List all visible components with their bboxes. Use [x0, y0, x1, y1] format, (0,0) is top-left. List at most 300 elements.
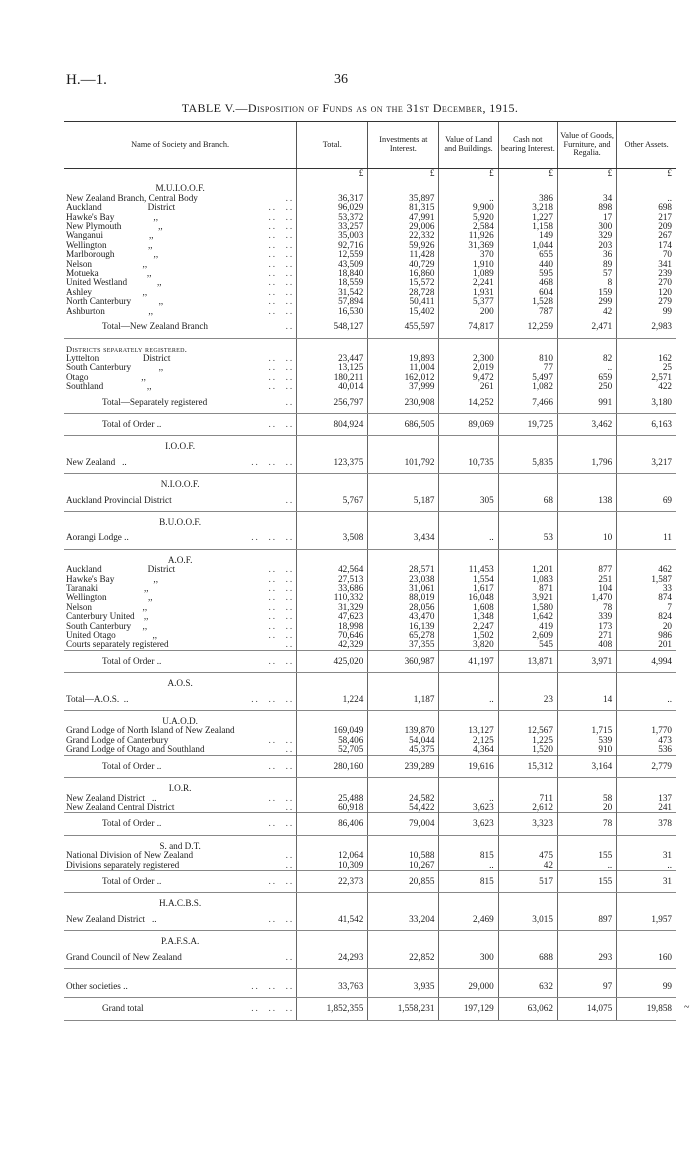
value-cell: [368, 338, 439, 354]
row-label: [64, 260, 297, 269]
value-cell: 60,918: [297, 803, 368, 813]
row-label: [64, 593, 297, 602]
total-row: [64, 650, 676, 672]
value-cell: 96,029: [297, 203, 368, 212]
leader-dots: .. ..: [268, 631, 295, 641]
row-name: Total of Order ..: [102, 760, 162, 771]
leader-dots: .. ..: [268, 372, 295, 382]
value-cell: 378: [617, 813, 676, 835]
value-cell: [557, 673, 616, 689]
value-cell: 2,571: [617, 373, 676, 382]
value-cell: 13,125: [297, 363, 368, 372]
value-cell: ..: [439, 689, 498, 711]
row-name: New Zealand District ..: [66, 793, 157, 803]
value-cell: 1,558,231: [368, 998, 439, 1020]
value-cell: 261: [439, 382, 498, 391]
row-label-wrap: [66, 533, 294, 542]
value-cell: 2,612: [498, 803, 557, 813]
value-cell: [297, 778, 368, 794]
value-cell: 2,584: [439, 222, 498, 231]
value-cell: 155: [557, 870, 616, 892]
total-row: [64, 392, 676, 414]
row-label-wrap: [66, 640, 294, 649]
value-cell: 5,377: [439, 297, 498, 306]
value-cell: 58: [557, 794, 616, 803]
row-name: Otago ,,: [66, 372, 146, 382]
column-header-row: [64, 122, 676, 169]
value-cell: 1,082: [498, 382, 557, 391]
row-name: United Otago ,,: [66, 631, 158, 641]
table-row: [64, 213, 676, 222]
value-cell: 17: [557, 213, 616, 222]
value-cell: 200: [439, 307, 498, 316]
value-cell: 101,792: [368, 452, 439, 474]
table-body: [64, 169, 676, 1021]
value-cell: 173: [557, 622, 616, 631]
value-cell: 659: [557, 373, 616, 382]
value-cell: [498, 436, 557, 452]
society-heading-row: [64, 474, 676, 490]
table-row: [64, 241, 676, 250]
value-cell: 2,983: [617, 316, 676, 338]
value-cell: 41,197: [439, 650, 498, 672]
value-cell: 3,323: [498, 813, 557, 835]
value-cell: 1,470: [557, 593, 616, 602]
value-cell: 138: [557, 490, 616, 512]
value-cell: 3,180: [617, 392, 676, 414]
row-label: [64, 392, 297, 414]
value-cell: [557, 511, 616, 527]
leader-dots: ..: [285, 802, 295, 812]
row-label-wrap: [66, 213, 294, 222]
value-cell: [498, 778, 557, 794]
total-row: [64, 527, 676, 549]
value-cell: [297, 549, 368, 565]
row-label: [64, 640, 297, 650]
value-cell: 3,434: [368, 527, 439, 549]
spacer-row: [64, 968, 676, 976]
value-cell: 1,187: [368, 689, 439, 711]
value-cell: [617, 931, 676, 947]
table-row: [64, 297, 676, 306]
spacer-cell: [368, 968, 439, 976]
table-row: [64, 354, 676, 363]
table-row: [64, 363, 676, 372]
value-cell: 1,528: [498, 297, 557, 306]
row-label: [64, 584, 297, 593]
value-cell: [557, 549, 616, 565]
value-cell: 19,893: [368, 354, 439, 363]
value-cell: 1,715: [557, 726, 616, 735]
value-cell: 1,225: [498, 736, 557, 745]
value-cell: [297, 711, 368, 727]
value-cell: 42: [557, 307, 616, 316]
value-cell: 36,317: [297, 194, 368, 203]
value-cell: 13,127: [439, 726, 498, 735]
row-name: Nelson ,,: [66, 602, 148, 612]
units-row: [64, 169, 676, 179]
value-cell: 239,289: [368, 755, 439, 777]
value-cell: ..: [557, 861, 616, 871]
value-cell: 300: [439, 947, 498, 969]
table-row: [64, 260, 676, 269]
value-cell: 99: [617, 976, 676, 998]
value-cell: [439, 474, 498, 490]
table-row: [64, 288, 676, 297]
value-cell: [439, 511, 498, 527]
value-cell: 3,164: [557, 755, 616, 777]
value-cell: 2,241: [439, 278, 498, 287]
unit-cell: £: [557, 169, 616, 179]
value-cell: 78: [557, 813, 616, 835]
value-cell: 33,686: [297, 584, 368, 593]
value-cell: 898: [557, 203, 616, 212]
value-cell: 155: [557, 851, 616, 860]
value-cell: 42: [498, 861, 557, 871]
row-label-wrap: [102, 762, 294, 771]
value-cell: [439, 835, 498, 851]
row-label-wrap: [102, 398, 294, 407]
row-name: Total of Order ..: [102, 655, 162, 666]
leader-dots: .. ..: [268, 621, 295, 631]
value-cell: 3,462: [557, 413, 616, 435]
row-name: United Westland ,,: [66, 278, 162, 288]
value-cell: 11,004: [368, 363, 439, 372]
value-cell: [617, 338, 676, 354]
value-cell: 88,019: [368, 593, 439, 602]
row-label: [64, 726, 297, 735]
value-cell: 475: [498, 851, 557, 860]
row-label-wrap: [66, 307, 294, 316]
value-cell: 217: [617, 213, 676, 222]
row-name: New Zealand Central District: [66, 802, 175, 812]
table-row: [64, 803, 676, 813]
row-label: [64, 650, 297, 672]
value-cell: 2,019: [439, 363, 498, 372]
row-name: Total—Separately registered: [102, 396, 208, 407]
value-cell: 1,580: [498, 603, 557, 612]
value-cell: [439, 338, 498, 354]
value-cell: 539: [557, 736, 616, 745]
value-cell: 53,372: [297, 213, 368, 222]
value-cell: 37,999: [368, 382, 439, 391]
value-cell: 69: [617, 490, 676, 512]
society-name: S. and D.T.: [159, 840, 201, 851]
value-cell: 230,908: [368, 392, 439, 414]
row-label-wrap: [66, 565, 294, 574]
value-cell: 33,204: [368, 909, 439, 931]
value-cell: [498, 474, 557, 490]
value-cell: 698: [617, 203, 676, 212]
value-cell: [368, 893, 439, 909]
row-label-wrap: [66, 278, 294, 287]
value-cell: [617, 178, 676, 193]
value-cell: 31,542: [297, 288, 368, 297]
value-cell: 11,453: [439, 565, 498, 574]
row-label: [64, 203, 297, 212]
row-label-wrap: [66, 861, 294, 870]
value-cell: 3,623: [439, 813, 498, 835]
value-cell: 68: [498, 490, 557, 512]
total-row: [64, 490, 676, 512]
row-label: [64, 382, 297, 391]
table-row: [64, 861, 676, 871]
row-label-wrap: [102, 420, 294, 429]
row-name: Wellington ,,: [66, 240, 153, 250]
value-cell: 13,871: [498, 650, 557, 672]
value-cell: 92,716: [297, 241, 368, 250]
value-cell: 604: [498, 288, 557, 297]
value-cell: [557, 778, 616, 794]
value-cell: 341: [617, 260, 676, 269]
spacer-cell: [297, 968, 368, 976]
value-cell: 19,616: [439, 755, 498, 777]
value-cell: 34: [557, 194, 616, 203]
value-cell: 16,139: [368, 622, 439, 631]
table-row: [64, 584, 676, 593]
value-cell: 24,582: [368, 794, 439, 803]
value-cell: 18,559: [297, 278, 368, 287]
value-cell: 79,004: [368, 813, 439, 835]
leader-dots: ..: [285, 851, 295, 861]
leader-dots: ..: [285, 951, 295, 962]
society-name: A.O.S.: [167, 678, 193, 689]
value-cell: 910: [557, 745, 616, 755]
row-label-wrap: [102, 322, 294, 331]
row-label-wrap: [66, 382, 294, 391]
value-cell: [368, 711, 439, 727]
value-cell: 305: [439, 490, 498, 512]
value-cell: [557, 893, 616, 909]
value-cell: 293: [557, 947, 616, 969]
value-cell: 16,048: [439, 593, 498, 602]
total-row: [64, 316, 676, 338]
leader-dots: ..: [285, 494, 295, 505]
row-name: Courts separately registered: [66, 640, 169, 650]
row-name: New Zealand District ..: [66, 913, 157, 924]
value-cell: 42,329: [297, 640, 368, 650]
row-label-wrap: [66, 250, 294, 259]
total-row: [64, 755, 676, 777]
value-cell: 986: [617, 631, 676, 640]
table-row: [64, 382, 676, 391]
society-heading-row: [64, 436, 676, 452]
spacer-cell: [617, 968, 676, 976]
row-name: New Plymouth ,,: [66, 222, 163, 232]
value-cell: 10,735: [439, 452, 498, 474]
value-cell: [297, 178, 368, 193]
row-label-wrap: [66, 726, 294, 735]
row-label: [64, 622, 297, 631]
value-cell: 160: [617, 947, 676, 969]
value-cell: 43,470: [368, 612, 439, 621]
value-cell: 162: [617, 354, 676, 363]
value-cell: 686,505: [368, 413, 439, 435]
value-cell: [439, 549, 498, 565]
table-row: [64, 640, 676, 650]
leader-dots: .. ..: [268, 297, 295, 307]
value-cell: 97: [557, 976, 616, 998]
row-label: [64, 909, 297, 931]
value-cell: 47,623: [297, 612, 368, 621]
row-label: [64, 269, 297, 278]
row-name: Total—A.O.S. ..: [66, 693, 129, 704]
row-label: [64, 490, 297, 512]
value-cell: 1,044: [498, 241, 557, 250]
value-cell: [439, 673, 498, 689]
value-cell: 22,373: [297, 870, 368, 892]
value-cell: 50,411: [368, 297, 439, 306]
value-cell: 18,998: [297, 622, 368, 631]
value-cell: [557, 338, 616, 354]
value-cell: [297, 474, 368, 490]
society-name: P.A.F.S.A.: [160, 936, 200, 947]
row-label: [64, 363, 297, 372]
row-label: [64, 755, 297, 777]
value-cell: 991: [557, 392, 616, 414]
value-cell: [368, 778, 439, 794]
table-row: [64, 851, 676, 860]
value-cell: 425,020: [297, 650, 368, 672]
value-cell: 339: [557, 612, 616, 621]
value-cell: 58,406: [297, 736, 368, 745]
value-cell: 688: [498, 947, 557, 969]
value-cell: 370: [439, 250, 498, 259]
value-cell: [439, 778, 498, 794]
row-label-wrap: [66, 373, 294, 382]
col-header-investments: Investments at Interest.: [368, 122, 439, 169]
value-cell: 2,779: [617, 755, 676, 777]
value-cell: 279: [617, 297, 676, 306]
value-cell: 57: [557, 269, 616, 278]
value-cell: [557, 178, 616, 193]
value-cell: 169,049: [297, 726, 368, 735]
table-row: [64, 222, 676, 231]
value-cell: 14,075: [557, 998, 616, 1020]
units-blank: [64, 169, 297, 179]
leader-dots: ..: [285, 745, 295, 755]
value-cell: [368, 931, 439, 947]
total-row: [64, 813, 676, 835]
value-cell: 545: [498, 640, 557, 650]
table-row: [64, 575, 676, 584]
value-cell: 65,278: [368, 631, 439, 640]
value-cell: 468: [498, 278, 557, 287]
leader-dots: .. ..: [268, 593, 295, 603]
value-cell: 36: [557, 250, 616, 259]
value-cell: 455,597: [368, 316, 439, 338]
value-cell: 43,509: [297, 260, 368, 269]
row-label: [64, 241, 297, 250]
value-cell: [498, 931, 557, 947]
value-cell: [498, 711, 557, 727]
leader-dots: .. ..: [268, 565, 295, 575]
value-cell: ..: [439, 794, 498, 803]
row-name: Auckland District: [66, 565, 176, 575]
row-label-wrap: [102, 1004, 294, 1013]
row-name: Wanganui ,,: [66, 231, 154, 241]
value-cell: 5,920: [439, 213, 498, 222]
value-cell: 16,860: [368, 269, 439, 278]
leader-dots: .. ..: [268, 259, 295, 269]
row-label-wrap: [66, 269, 294, 278]
value-cell: 270: [617, 278, 676, 287]
row-label-wrap: [66, 584, 294, 593]
society-heading-row: [64, 893, 676, 909]
row-label-wrap: [66, 241, 294, 250]
row-name: Grand total: [102, 1003, 144, 1014]
value-cell: 18,840: [297, 269, 368, 278]
row-label-wrap: [66, 260, 294, 269]
row-name: Hawke's Bay ,,: [66, 574, 158, 584]
row-label: [64, 612, 297, 621]
value-cell: [557, 474, 616, 490]
value-cell: 11,926: [439, 231, 498, 240]
row-label: [64, 413, 297, 435]
value-cell: 3,935: [368, 976, 439, 998]
value-cell: 197,129: [439, 998, 498, 1020]
row-label-wrap: [66, 915, 294, 924]
row-label: [64, 861, 297, 871]
value-cell: 897: [557, 909, 616, 931]
table-row: [64, 307, 676, 316]
leader-dots: .. ..: [268, 382, 295, 392]
value-cell: [617, 474, 676, 490]
value-cell: 267: [617, 231, 676, 240]
value-cell: 7: [617, 603, 676, 612]
row-label: [64, 998, 297, 1020]
value-cell: 815: [439, 870, 498, 892]
value-cell: 180,211: [297, 373, 368, 382]
table-row: [64, 565, 676, 574]
row-label: [64, 297, 297, 306]
value-cell: 1,227: [498, 213, 557, 222]
table-row: [64, 194, 676, 203]
row-name: Lyttelton District: [66, 353, 171, 363]
row-label: [64, 736, 297, 745]
row-label-wrap: [66, 603, 294, 612]
leader-dots: .. .. ..: [251, 456, 295, 467]
leader-dots: .. ..: [268, 760, 295, 771]
leader-dots: .. ..: [268, 574, 295, 584]
value-cell: 82: [557, 354, 616, 363]
society-heading-row: [64, 178, 676, 193]
value-cell: 3,508: [297, 527, 368, 549]
value-cell: [498, 673, 557, 689]
subheading: Districts separately registered.: [66, 344, 188, 354]
value-cell: 25,488: [297, 794, 368, 803]
value-cell: 280,160: [297, 755, 368, 777]
table-title-prefix: TABLE V.—: [181, 101, 248, 115]
row-label: [64, 527, 297, 549]
value-cell: ..: [439, 194, 498, 203]
row-label-wrap: [66, 222, 294, 231]
row-name: Other societies ..: [66, 980, 128, 991]
row-name: Wellington ,,: [66, 593, 153, 603]
value-cell: 5,187: [368, 490, 439, 512]
row-label-wrap: [66, 953, 294, 962]
value-cell: 31,061: [368, 584, 439, 593]
value-cell: 239: [617, 269, 676, 278]
value-cell: 174: [617, 241, 676, 250]
value-cell: 824: [617, 612, 676, 621]
row-name: National Division of New Zealand: [66, 851, 194, 861]
value-cell: [557, 436, 616, 452]
row-label-wrap: [66, 622, 294, 631]
table-row: [64, 612, 676, 621]
value-cell: [368, 474, 439, 490]
report-reference: H.—1.: [66, 72, 107, 88]
